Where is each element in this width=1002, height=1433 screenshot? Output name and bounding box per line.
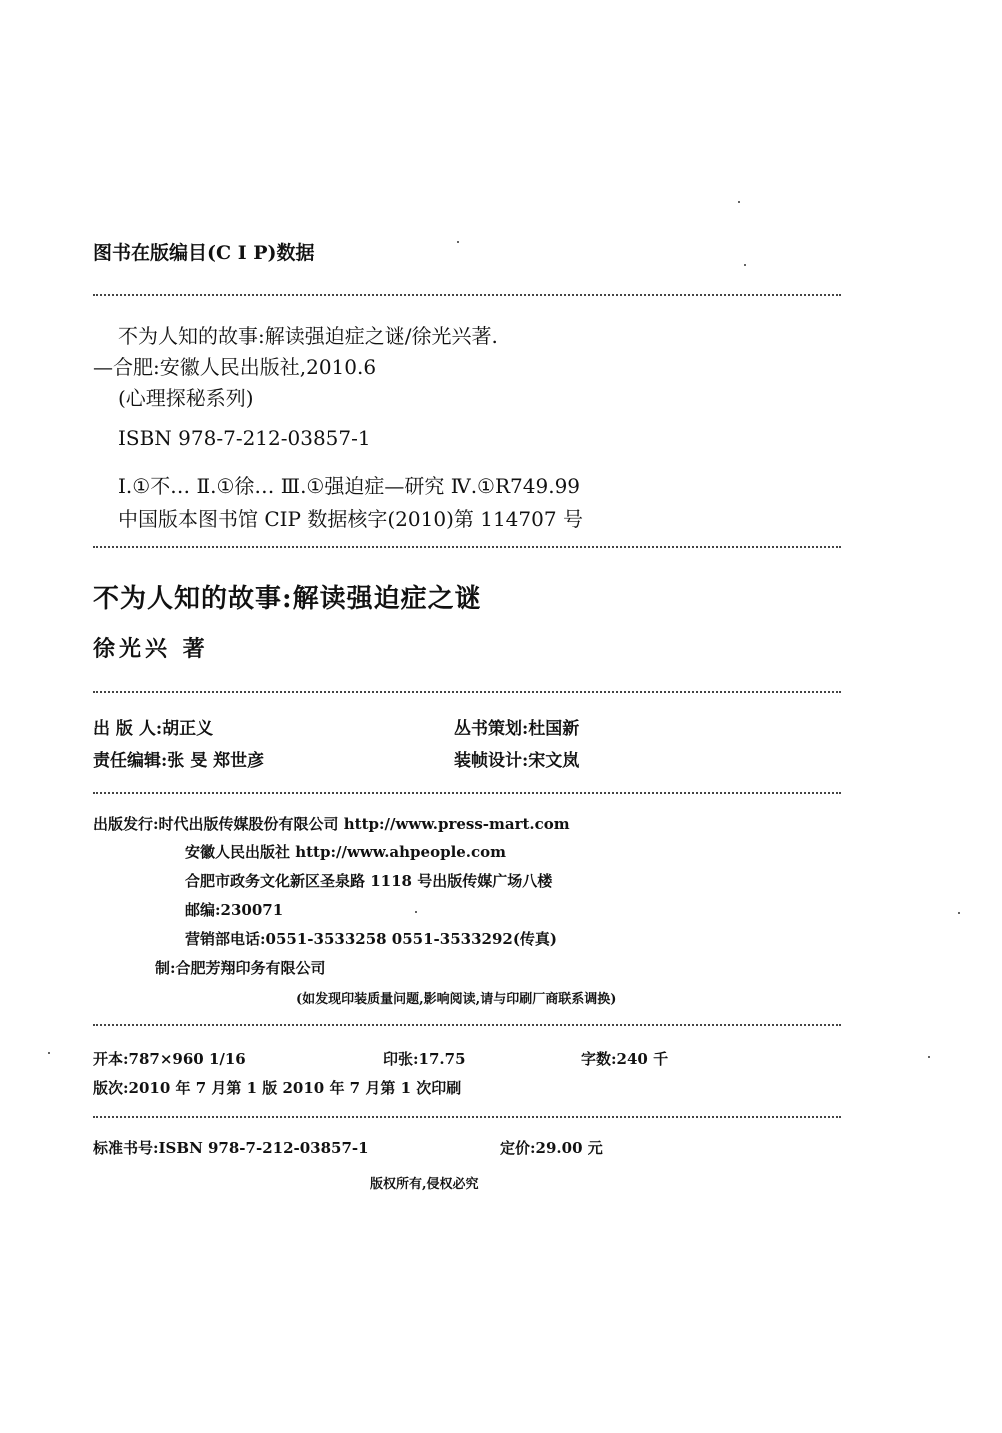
cover-designer: 装帧设计:宋文岚 [454, 751, 580, 771]
publisher-line: 安徽人民出版社 http://www.ahpeople.com [185, 843, 507, 861]
cip-library-note: 中国版本图书馆 CIP 数据核字(2010)第 114707 号 [118, 507, 583, 531]
postcode-line: 邮编:230071 [185, 901, 284, 919]
rights-notice: 版权所有,侵权必究 [370, 1177, 479, 1192]
printer-line: 制:合肥芳翔印务有限公司 [155, 959, 326, 977]
issuer-line: 出版发行:时代出版传媒股份有限公司 http://www.press-mart.com [93, 815, 570, 833]
standard-book-number: 标准书号:ISBN 978-7-212-03857-1 [93, 1139, 369, 1157]
divider [93, 1024, 841, 1026]
scan-speck [738, 201, 740, 203]
cip-series-line: (心理探秘系列) [118, 386, 254, 410]
divider [93, 546, 841, 548]
phone-line: 营销部电话:0551-3533258 0551-3533292(传真) [185, 930, 558, 948]
divider [93, 691, 841, 693]
word-count-spec: 字数:240 千 [581, 1050, 669, 1068]
scan-speck [48, 1052, 50, 1054]
series-planner: 丛书策划:杜国新 [454, 719, 580, 739]
scan-speck [744, 264, 746, 266]
format-spec: 开本:787×960 1/16 [93, 1050, 246, 1068]
price: 定价:29.00 元 [500, 1139, 603, 1157]
address-line: 合肥市政务文化新区圣泉路 1118 号出版传媒广场八楼 [185, 872, 553, 890]
scan-speck [928, 1056, 930, 1058]
divider [93, 294, 841, 296]
scan-speck [958, 912, 960, 914]
cip-header: 图书在版编目(C I P)数据 [93, 242, 315, 264]
cip-title-line: 不为人知的故事:解读强迫症之谜/徐光兴著. [118, 324, 498, 348]
book-title: 不为人知的故事:解读强迫症之谜 [93, 584, 482, 614]
sheets-spec: 印张:17.75 [383, 1050, 466, 1068]
quality-note: (如发现印装质量问题,影响阅读,请与印刷厂商联系调换) [296, 992, 617, 1007]
book-author: 徐光兴 著 [93, 636, 209, 662]
divider [93, 1116, 841, 1118]
publisher-person: 出 版 人:胡正义 [93, 719, 214, 739]
cip-classification-line: Ⅰ.①不… Ⅱ.①徐… Ⅲ.①强迫症—研究 Ⅳ.①R749.99 [118, 474, 581, 498]
cip-publisher-line: —合肥:安徽人民出版社,2010.6 [93, 355, 377, 379]
cip-isbn-line: ISBN 978-7-212-03857-1 [118, 426, 371, 450]
divider [93, 792, 841, 794]
responsible-editors: 责任编辑:张 旻 郑世彦 [93, 751, 265, 771]
scan-speck [457, 241, 459, 243]
edition-spec: 版次:2010 年 7 月第 1 版 2010 年 7 月第 1 次印刷 [93, 1079, 462, 1097]
scan-speck [415, 911, 417, 913]
